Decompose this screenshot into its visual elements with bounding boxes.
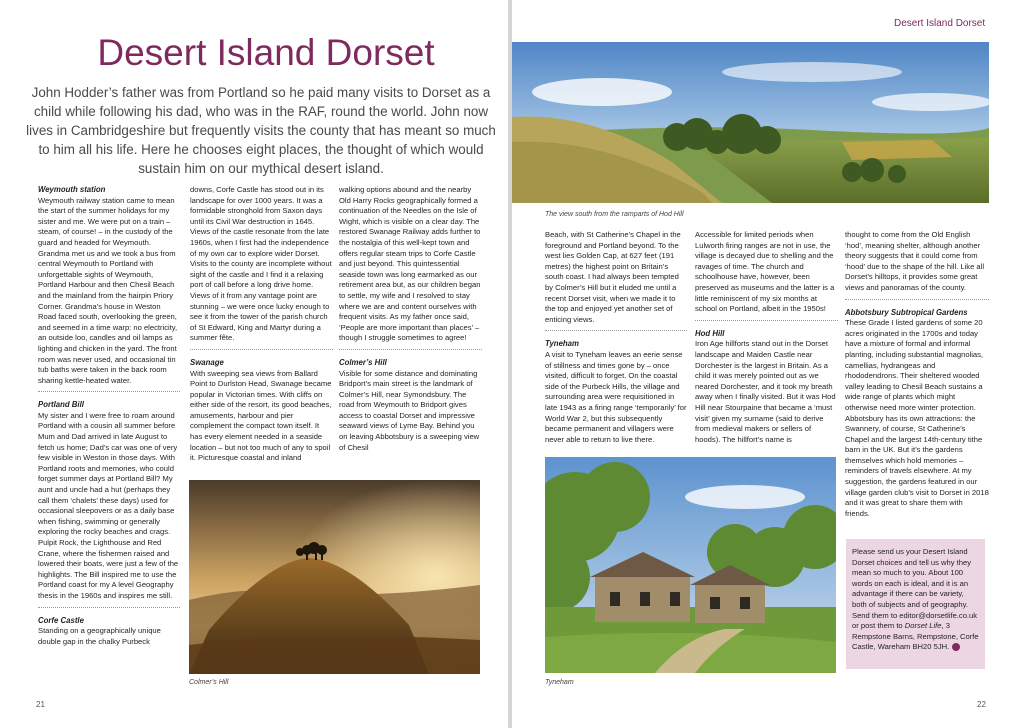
column-2 (190, 185, 333, 464)
body-swanage-cont: walking options abound and the nearby Old Harry Rocks geographically formed a continuation of the Needles on the Isle of Wight, which is visible on a clear day. The restored Swanage Railway adds further to the nostalgia of this well-kept town and offers regular steam trips to Corfe Castle and just beyond. This quintessential seaside town was long earmarked as our retirement area but, as our children began to settle, my wife and I resolved to stay where we are and content ourselves with frequent visits. As my father once said, ‘People are more important than places’ – though I struggle sometimes to agree! (339, 185, 481, 343)
colmers-hill-photo (189, 480, 480, 674)
page-number-right: 22 (977, 700, 986, 709)
subhead-corfe-castle: Corfe Castle (38, 615, 84, 625)
end-mark-icon (952, 643, 960, 651)
article-title: Desert Island Dorset (97, 32, 435, 73)
body-portland-bill: My sister and I were free to roam around Portland with a cousin all summer before Mum and Dad arrived in late August to fetch us home; Dad’s car was one of very few visible in Weston in those days. With Portland roots and memories, who could forget summer days at Portland Bill? My aunt and uncle had a hut (perhaps they call them ‘chalets’ these days) used for occasional sleepovers or as a daily base when fishing, swimming or generally exploring the rocky beaches and crags. Pulpit Rock, the Lighthouse and Red Crane, where the fishermen raised and lowered their boats, were just a few of the highlights. The Bill inspired me to use the Portland coast for my A level Geography thesis in the 1960s and inspires me still. (38, 410, 179, 600)
caption-tyneham: Tyneham (545, 679, 574, 686)
body-corfe-castle: Standing on a geographically unique double gap in the chalky Purbeck (38, 626, 161, 646)
section-divider (845, 299, 989, 300)
section-divider (190, 349, 333, 350)
body-hod-hill-cont: thought to come from the Old English ‘hod’, meaning shelter, although another theory suggests that it could come from ‘hood’ due to the shape of the hill. Like all Dorset’s hilltops, it provides some great views and panoramas of the county. (845, 230, 985, 292)
callout-text-1: Please send us your Desert Island Dorset choices and tell us why they mean so much to you. About 100 words on each is ideal, and it is an advantage if there can be variety, both of subjects and of geography. Send them to editor@dorsetlife.co.uk or post them to (852, 547, 978, 631)
page-number-left: 21 (36, 700, 45, 709)
tyneham-photo (545, 457, 836, 673)
column-3 (339, 185, 482, 453)
subhead-portland-bill: Portland Bill (38, 400, 84, 410)
subhead-tyneham: Tyneham (545, 339, 579, 349)
column-5 (695, 230, 838, 445)
body-corfe-castle-cont: downs, Corfe Castle has stood out in its landscape for over 1000 years. It was a formidable stronghold from Saxon days until its Civil War destruction in 1645. Views of the castle resonate from the late 1960s, when I first had the independence of my own car to explore wider Dorset. Visits to the county are incomplete without sight of the castle and I find it a relaxing port of call before a long drive home. Views of it from any vantage point are stunning – we were once lucky enough to see it from the tower of the parish church of St Edward, King and Martyr during a summer fête. (190, 185, 332, 343)
subhead-weymouth-station: Weymouth station (38, 185, 106, 194)
article-standfirst: John Hodder’s father was from Portland so he paid many visits to Dorset as a child while following his dad, who was in the RAF, round the world. John now lives in Cambridgeshire but frequently visits the county that has meant so much to him all his life. Here he chooses eight places, the thought of which would sustain him on our mythical desert island. (26, 85, 496, 176)
body-tyneham-cont: Accessible for limited periods when Lulworth firing ranges are not in use, the village is decayed due to shelling and the ravages of time. The church and schoolhouse have, however, been preserved as museums and the latter is a little reminiscent of my six months at school on Portland, albeit in the 1950s! (695, 230, 835, 314)
section-divider (695, 320, 838, 321)
subhead-abbotsbury-gardens: Abbotsbury Subtropical Gardens (845, 307, 968, 317)
callout-text-2: , 3 Rempstone Barns, Rempstone, Corfe Castle, Wareham BH20 5JH. (852, 621, 979, 652)
body-abbotsbury-gardens: These Grade I listed gardens of some 20 acres originated in the 1700s and today have a mixture of formal and informal planting, including substantial magnolias, camellias, hydrangeas and rhododendrons. Their sheltered wooded valley leading to Chesil Beach sustains a wide range of plants which might otherwise need more winter protection. Abbotsbury has its own attractions: the Swannery, of course, St Catherine’s Chapel and the largest 14th-century tithe barn in the UK. But it’s the gardens themselves which hold memories – reminders of travels elsewhere. At my suggestion, the gardens featured in our village garden club’s visit to Dorset in 2018 and it was great to share them with friends. (845, 318, 989, 518)
caption-colmers-hill: Colmer’s Hill (189, 679, 229, 686)
body-hod-hill: Iron Age hillforts stand out in the Dorset landscape and Maiden Castle near Dorchester is the largest in Britain. As a child it was merely pointed out as we neared Dorchester, and it took my breath away when I finally visited. But it was Hod Hill near Stourpaine that became a ‘must visit’ given my surname (said to derive from medieval makers or sellers of hoods). The hillfort’s name is (695, 339, 836, 444)
reader-callout-box (846, 539, 985, 669)
subhead-hod-hill: Hod Hill (695, 328, 725, 338)
column-4 (545, 230, 687, 445)
body-colmers-hill-cont: Beach, with St Catherine’s Chapel in the foreground and Portland beyond. To the west lies Golden Cap, at 627 feet (191 metres) the highest point on Britain’s south coast. I had always been tempted by Colmer’s Hill but it eluded me until a recent Dorset visit, when we made it to the top and enjoyed yet another set of enticing views. (545, 230, 681, 324)
callout-magazine-name: Dorset Life (904, 621, 942, 631)
body-weymouth-station: Weymouth railway station came to mean the start of the summer holidays for my sister and me. We were put on a train – steam, of course! – in the custody of the guard and headed for Weymouth. Grandma met us and we took a bus from central Weymouth to Portland with unforgettable sights of Weymouth, Portland Harbour and then Chesil Beach and the mainland from the hairpin Priory Corner. Grandma’s house in Weston Road faced south, overlooking the green, and seemed in a time warp: no electricity, an outside loo, candles and oil lamps as lighting and chicken in the yard. The front room was never used, and occasional tin tub baths were taken in the back room sharing kettle-heated water. (38, 195, 178, 385)
body-tyneham: A visit to Tyneham leaves an eerie sense of stillness and times gone by – once visited, difficult to forget. On the coastal side of the Purbeck Hills, the village and surrounding area were requisitioned in late 1943 as a firing range ‘temporarily’ for World War 2, but this subsequently became permanent and villagers were never able to return to live there. (545, 349, 687, 444)
section-divider (339, 349, 482, 350)
hod-hill-photo (512, 42, 989, 203)
subhead-colmers-hill: Colmer’s Hill (339, 357, 387, 367)
section-divider (38, 607, 180, 608)
caption-hod-hill: The view south from the ramparts of Hod Hill (545, 211, 684, 218)
section-divider (38, 391, 180, 392)
subhead-swanage: Swanage (190, 357, 224, 367)
section-divider (545, 330, 687, 331)
column-6 (845, 230, 989, 519)
body-colmers-hill: Visible for some distance and dominating Bridport’s main street is the landmark of Colmer’s Hill, near Symondsbury. The road from Weymouth to Bridport gives access to coastal Dorset and impressive seaward views of Lyme Bay. Behind you on leaving Abbotsbury is a sweeping view of Chesil (339, 368, 480, 452)
column-1 (38, 185, 180, 647)
body-swanage: With sweeping sea views from Ballard Point to Durlston Head, Swanage became popular in Victorian times. With cliffs on either side of the resort, its good beaches, amusements, harbour and pier complement the compact town itself. It has every element needed in a seaside location – but not too much of any to spoil it. Picturesque coastal and inland (190, 368, 332, 463)
section-label: Desert Island Dorset (894, 18, 986, 29)
